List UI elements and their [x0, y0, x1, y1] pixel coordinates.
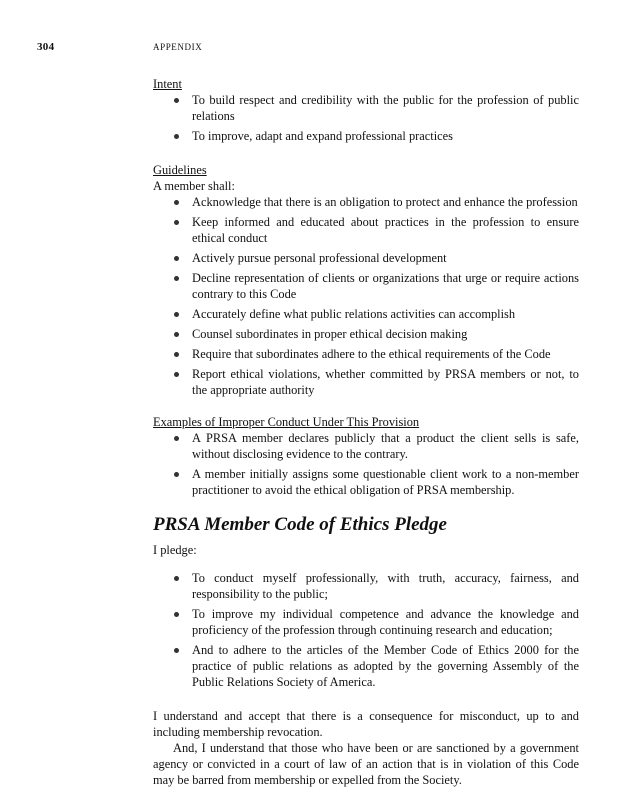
bullet-icon	[174, 352, 179, 357]
intent-section	[153, 76, 579, 144]
bullet-icon	[174, 648, 179, 653]
bullet-icon	[174, 312, 179, 317]
guidelines-lead: A member shall:	[153, 179, 235, 193]
list-item: Report ethical violations, whether committed by PRSA members or not, to the appropriate authority	[153, 366, 579, 398]
bullet-icon	[174, 256, 179, 261]
page-body	[153, 76, 579, 788]
bullet-icon	[174, 98, 179, 103]
bullet-icon	[174, 220, 179, 225]
pledge-heading: PRSA Member Code of Ethics Pledge	[153, 514, 447, 535]
bullet-icon	[174, 612, 179, 617]
list-item: Decline representation of clients or organizations that urge or require actions contrary to this Code	[153, 270, 579, 302]
pledge-lead: I pledge:	[153, 543, 197, 557]
bullet-icon	[174, 134, 179, 139]
bullet-icon	[174, 276, 179, 281]
list-item: Acknowledge that there is an obligation to protect and enhance the profession	[153, 194, 579, 210]
bullet-icon	[174, 576, 179, 581]
list-item: To improve, adapt and expand professional practices	[153, 128, 579, 144]
running-head: APPENDIX	[153, 42, 203, 52]
list-item: Counsel subordinates in proper ethical decision making	[153, 326, 579, 342]
examples-section	[153, 414, 579, 498]
bullet-icon	[174, 372, 179, 377]
list-item: To improve my individual competence and advance the knowledge and proficiency of the profession through continuing research and education;	[153, 606, 579, 638]
list-item: Require that subordinates adhere to the ethical requirements of the Code	[153, 346, 579, 362]
bullet-icon	[174, 436, 179, 441]
list-item: Actively pursue personal professional development	[153, 250, 579, 266]
list-item: A PRSA member declares publicly that a product the client sells is safe, without disclosing evidence to the contrary.	[153, 430, 579, 462]
guidelines-list	[153, 194, 579, 398]
bullet-icon	[174, 332, 179, 337]
examples-title: Examples of Improper Conduct Under This Provision	[153, 415, 420, 429]
list-item: To build respect and credibility with the public for the profession of public relations	[153, 92, 579, 124]
pledge-paragraph: And, I understand that those who have been or are sanctioned by a government agency or convicted in a court of law of an action that is in violation of this Code may be barred from membership or expelled from the Society.	[153, 741, 579, 787]
list-item: To conduct myself professionally, with truth, accuracy, fairness, and responsibility to the public;	[153, 570, 579, 602]
pledge-section	[153, 514, 579, 788]
list-item: A member initially assigns some questionable client work to a non-member practitioner to avoid the ethical obligation of PRSA membership.	[153, 466, 579, 498]
bullet-icon	[174, 200, 179, 205]
guidelines-section	[153, 162, 579, 398]
intent-list	[153, 92, 579, 144]
examples-list	[153, 430, 579, 498]
list-item: And to adhere to the articles of the Member Code of Ethics 2000 for the practice of public relations as adopted by the governing Assembly of the Public Relations Society of America.	[153, 642, 579, 690]
pledge-list	[153, 570, 579, 690]
intent-title: Intent	[153, 77, 182, 91]
guidelines-title: Guidelines	[153, 163, 207, 177]
list-item: Keep informed and educated about practices in the profession to ensure ethical conduct	[153, 214, 579, 246]
page-number: 304	[37, 41, 55, 53]
bullet-icon	[174, 472, 179, 477]
list-item: Accurately define what public relations activities can accomplish	[153, 306, 579, 322]
pledge-paragraph: I understand and accept that there is a consequence for misconduct, up to and including membership revocation.	[153, 709, 579, 739]
